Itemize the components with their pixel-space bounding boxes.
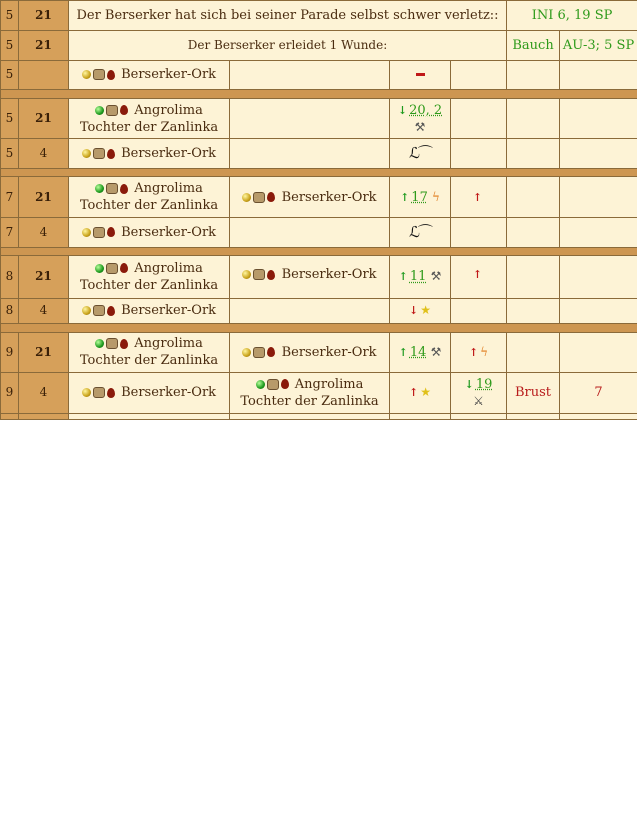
log-row (1, 1, 637, 31)
round-separator (1, 324, 637, 333)
actor-cell (69, 98, 230, 138)
roll-value: 11 (409, 269, 427, 285)
damage-value: 7 (560, 373, 637, 413)
backpack-icon (93, 387, 105, 398)
hammer-icon: ⚒ (430, 344, 442, 359)
green-orb-icon (256, 380, 265, 389)
round-number: 9 (1, 332, 19, 372)
backpack-icon (106, 263, 118, 274)
round-separator (1, 90, 637, 99)
backpack-icon (106, 338, 118, 349)
initiative: 4 (19, 373, 69, 413)
initiative: 21 (19, 98, 69, 138)
target-name: Berserker-Ork (281, 189, 377, 205)
action-cell (390, 139, 451, 169)
actor-cell (69, 217, 230, 247)
actor-title: Tochter der Zanlinka (79, 198, 219, 214)
initiative: 4 (19, 298, 69, 324)
hit-zone: Bauch (507, 30, 560, 60)
round-number: 5 (1, 139, 19, 169)
action-cell (390, 256, 451, 299)
round-separator (1, 247, 637, 256)
hammer-icon: ⚒ (414, 119, 426, 134)
arrow-down-icon: ↓ (397, 103, 408, 117)
target-cell (230, 256, 390, 299)
actor-name: Berserker-Ork (121, 303, 217, 319)
roll-value: 14 (409, 344, 427, 360)
round-number: 5 (1, 60, 19, 90)
round-number: 7 (1, 217, 19, 247)
initiative: 21 (19, 256, 69, 299)
log-row (1, 98, 637, 138)
actor-cell (69, 256, 230, 299)
minus-icon (416, 73, 425, 76)
blood-drop-icon (107, 70, 115, 80)
arrow-up-icon: ↑ (398, 270, 408, 284)
actor-name: Berserker-Ork (121, 67, 217, 83)
backpack-icon (106, 183, 118, 194)
target-name: Angrolima (294, 376, 364, 392)
reaction-cell (451, 373, 507, 413)
actor-cell (69, 177, 230, 217)
backpack-icon (253, 269, 265, 280)
blood-drop-icon (120, 184, 128, 194)
actor-cell (69, 60, 230, 90)
action-cell (390, 298, 451, 324)
lightning-icon: ϟ (431, 189, 440, 204)
arrow-up-icon: ↑ (400, 190, 410, 204)
blood-drop-icon (107, 306, 115, 316)
backpack-icon (93, 305, 105, 316)
gold-orb-icon (82, 306, 91, 315)
arrow-up-icon: ↑ (472, 268, 483, 282)
blood-drop-icon (120, 263, 128, 273)
initiative: 21 (19, 177, 69, 217)
initiative: 4 (19, 139, 69, 169)
log-row (1, 332, 637, 372)
actor-name: Angrolima (134, 260, 203, 276)
round-number: 5 (1, 30, 19, 60)
log-result: AU-3; 5 SP (560, 30, 637, 60)
action-cell (390, 60, 451, 90)
actor-cell (69, 139, 230, 169)
log-row (1, 139, 637, 169)
blood-drop-icon (120, 105, 128, 115)
initiative: 21 (19, 30, 69, 60)
backpack-icon (93, 227, 105, 238)
log-message: Der Berserker hat sich bei seiner Parade selbst schwer verletz:: (69, 1, 507, 31)
initiative (19, 60, 69, 90)
actor-name: Angrolima (134, 102, 203, 118)
target-cell (230, 332, 390, 372)
actor-cell (69, 298, 230, 324)
star-icon: ★ (420, 385, 431, 400)
actor-name: Angrolima (134, 181, 203, 197)
round-separator (1, 168, 637, 177)
log-row (1, 60, 637, 90)
actor-name: Berserker-Ork (121, 146, 217, 162)
blood-drop-icon (281, 379, 289, 389)
target-name: Berserker-Ork (281, 344, 377, 360)
arrow-up-icon: ↑ (472, 190, 483, 204)
actor-title: Tochter der Zanlinka (79, 119, 219, 135)
roll-value: 19 (475, 376, 493, 392)
blood-drop-icon (107, 149, 115, 159)
actor-title: Tochter der Zanlinka (79, 277, 219, 293)
hammer-icon: ⚒ (430, 269, 442, 284)
actor-name: Angrolima (134, 336, 203, 352)
log-row (1, 256, 637, 299)
target-name: Berserker-Ork (281, 267, 377, 283)
log-message: Der Berserker erleidet 1 Wunde: (69, 30, 507, 60)
round-number: 8 (1, 256, 19, 299)
log-row (1, 30, 637, 60)
blood-drop-icon (267, 347, 275, 357)
round-number: 5 (1, 98, 19, 138)
actor-cell (69, 373, 230, 413)
backpack-icon (267, 379, 279, 390)
green-orb-icon (95, 339, 104, 348)
reaction-cell (451, 256, 507, 299)
gold-orb-icon (242, 270, 251, 279)
fallen-figure-icon: ℒ⌒ (409, 222, 431, 241)
initiative: 4 (19, 217, 69, 247)
round-number: 8 (1, 298, 19, 324)
arrow-down-icon: ↓ (409, 304, 419, 318)
crossed-swords-icon: ⚔ (473, 393, 484, 408)
lightning-icon: ϟ (480, 344, 489, 359)
log-result: INI 6, 19 SP (507, 1, 637, 31)
backpack-icon (253, 192, 265, 203)
target-cell (230, 373, 390, 413)
target-title: Tochter der Zanlinka (240, 393, 379, 409)
backpack-icon (253, 347, 265, 358)
action-cell (390, 373, 451, 413)
log-row (1, 298, 637, 324)
backpack-icon (93, 69, 105, 80)
green-orb-icon (95, 184, 104, 193)
gold-orb-icon (82, 388, 91, 397)
gold-orb-icon (242, 193, 251, 202)
blood-drop-icon (120, 339, 128, 349)
action-cell (390, 177, 451, 217)
actor-title: Tochter der Zanlinka (79, 353, 219, 369)
actor-name: Berserker-Ork (121, 385, 217, 401)
arrow-down-icon: ↓ (464, 377, 474, 391)
blood-drop-icon (267, 192, 275, 202)
actor-name: Berserker-Ork (121, 224, 217, 240)
log-row (1, 373, 637, 413)
star-icon: ★ (420, 303, 431, 318)
arrow-up-icon: ↑ (468, 345, 479, 359)
gold-orb-icon (82, 228, 91, 237)
reaction-cell (451, 332, 507, 372)
arrow-up-icon: ↑ (409, 386, 419, 400)
gold-orb-icon (82, 70, 91, 79)
fallen-figure-icon: ℒ⌒ (409, 144, 431, 163)
round-number: 9 (1, 373, 19, 413)
log-row (1, 217, 637, 247)
initiative: 21 (19, 332, 69, 372)
initiative: 21 (19, 1, 69, 31)
round-number: 7 (1, 177, 19, 217)
green-orb-icon (95, 106, 104, 115)
roll-value: 20, 2 (409, 102, 443, 118)
backpack-icon (93, 148, 105, 159)
gold-orb-icon (242, 348, 251, 357)
reaction-cell (451, 177, 507, 217)
round-number: 5 (1, 1, 19, 31)
blood-drop-icon (107, 388, 115, 398)
action-cell (390, 332, 451, 372)
green-orb-icon (95, 264, 104, 273)
log-row (1, 177, 637, 217)
actor-cell (69, 332, 230, 372)
hit-zone: Brust (507, 373, 560, 413)
target-cell (230, 177, 390, 217)
log-row (1, 413, 637, 420)
action-cell (390, 217, 451, 247)
blood-drop-icon (107, 227, 115, 237)
roll-value: 17 (411, 189, 428, 205)
backpack-icon (106, 105, 118, 116)
action-cell (390, 98, 451, 138)
gold-orb-icon (82, 149, 91, 158)
blood-drop-icon (267, 270, 275, 280)
arrow-up-icon: ↑ (398, 345, 408, 359)
